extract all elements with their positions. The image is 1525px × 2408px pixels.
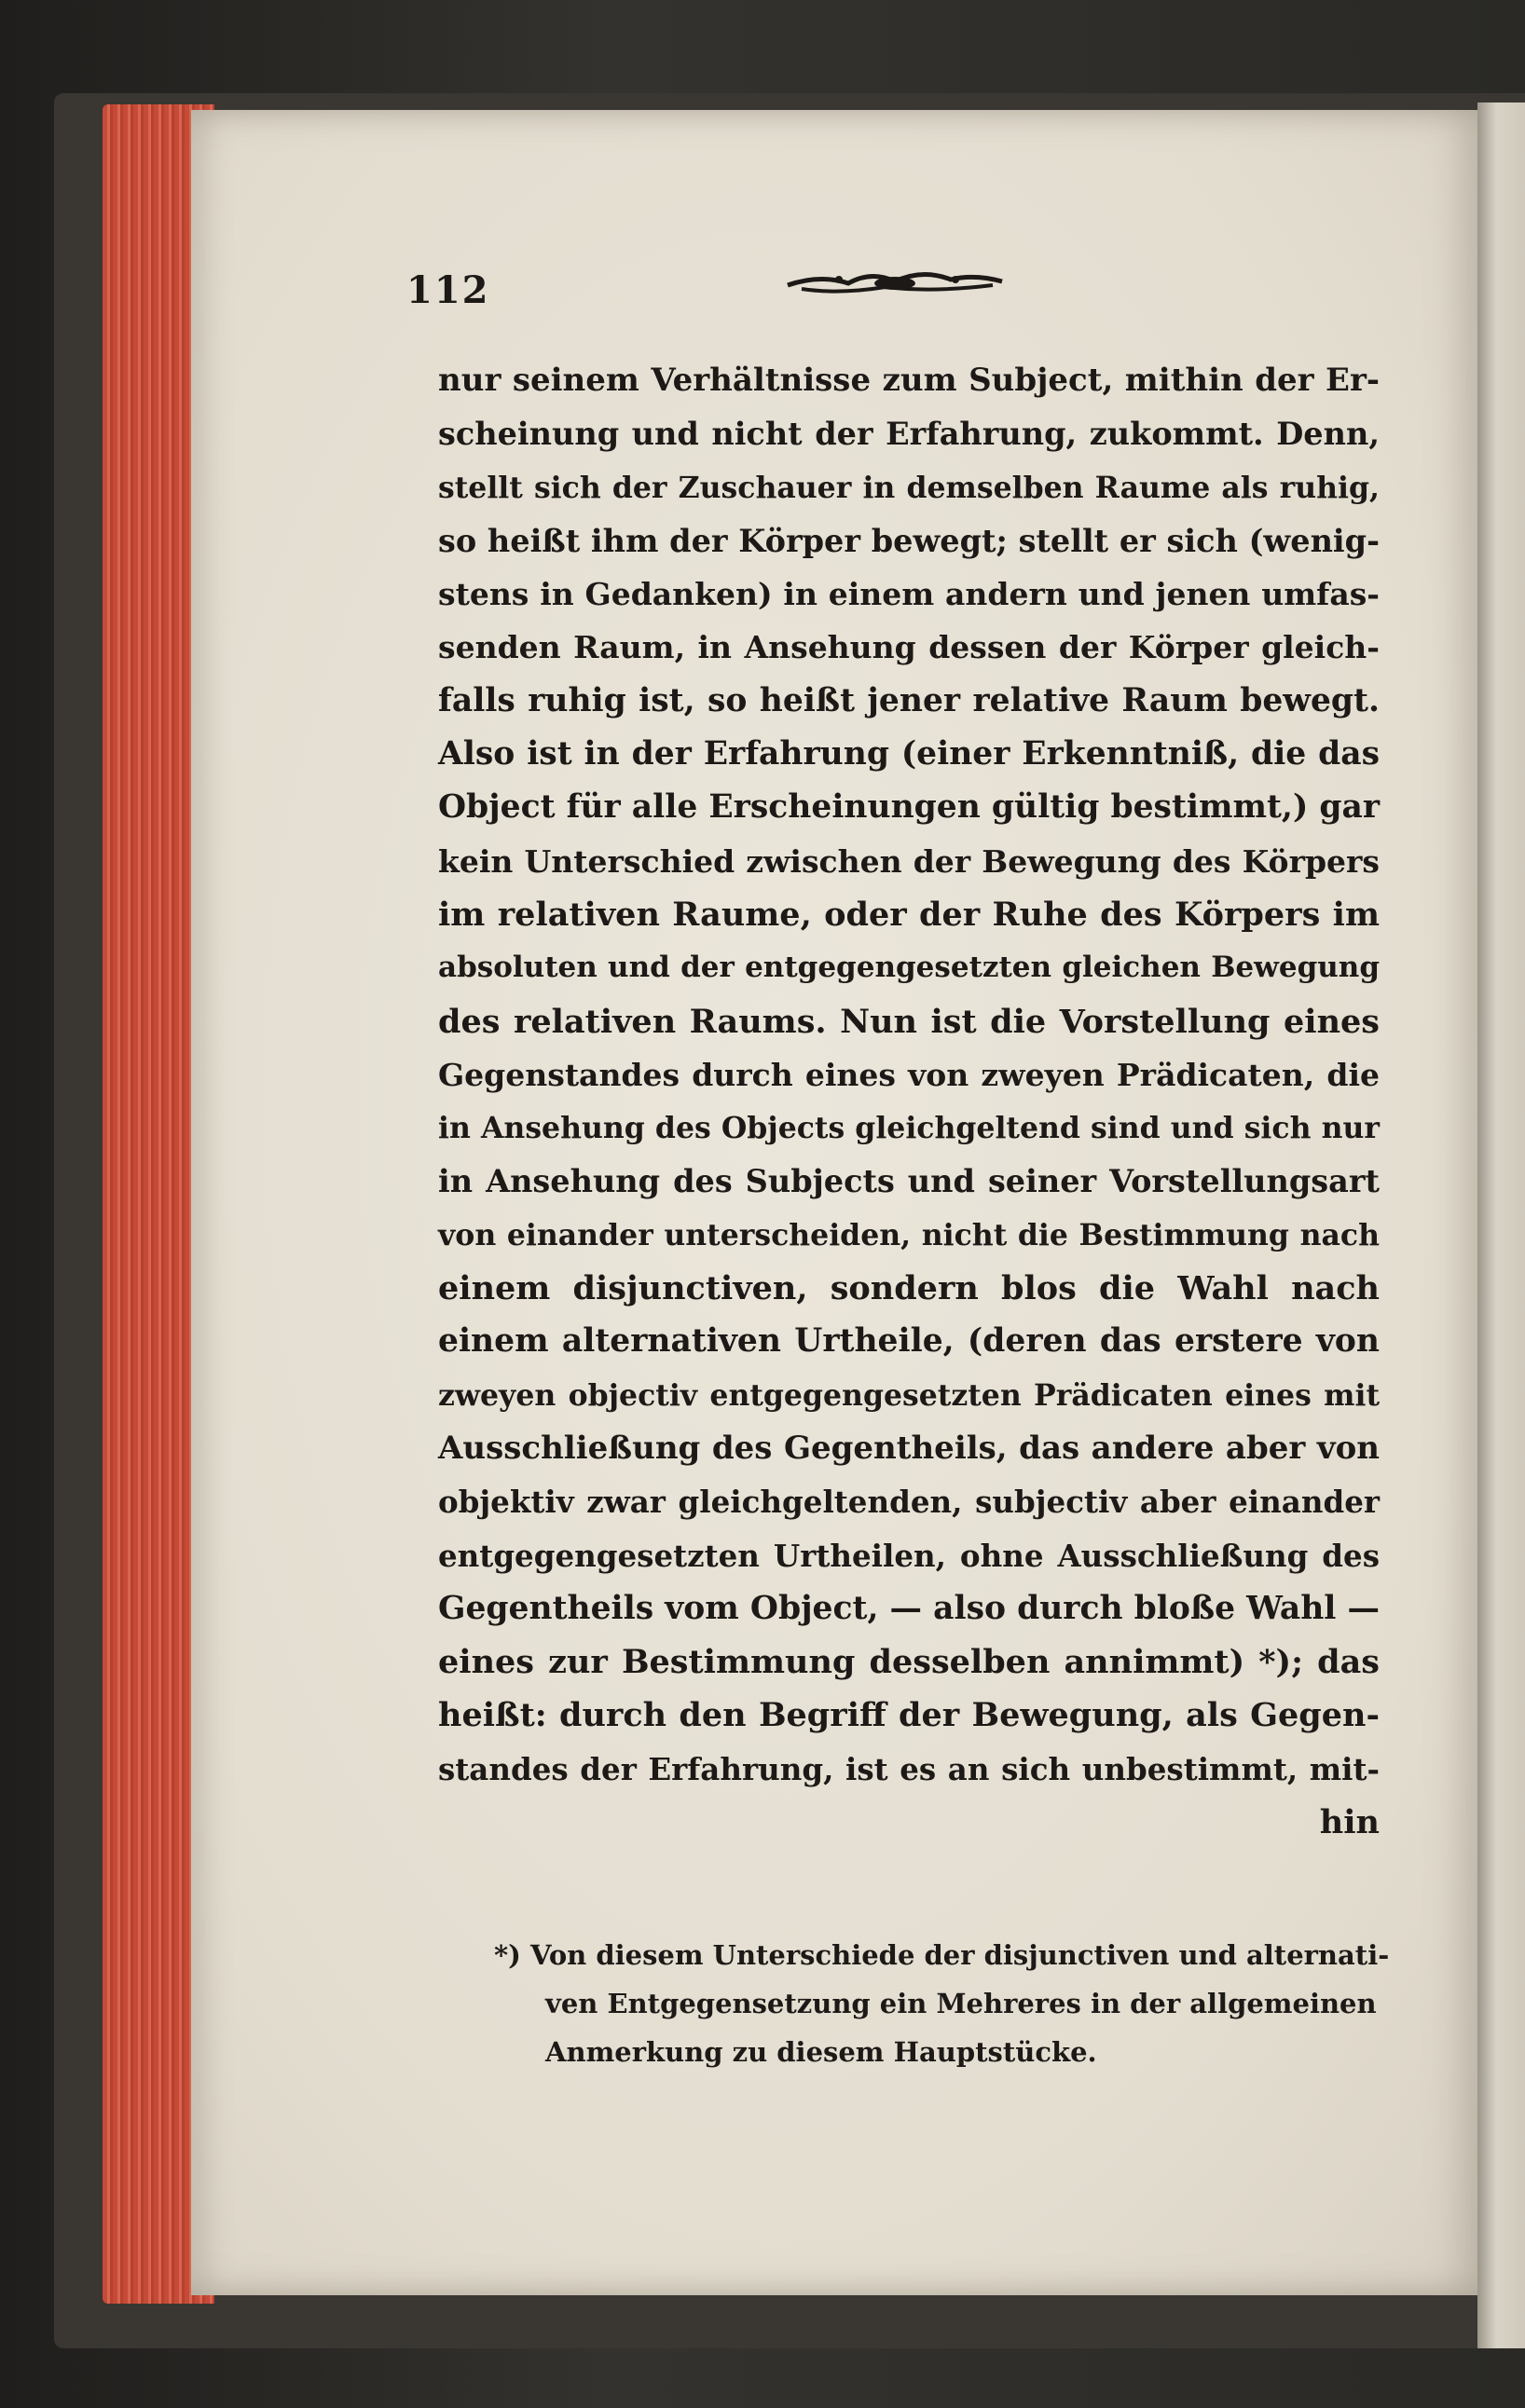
- main-text: [438, 354, 1380, 1849]
- text-line: des relativen Raums. Nun ist die Vorstellung eines: [438, 1002, 1380, 1041]
- text-line: in Ansehung des Subjects und seiner Vorstellungsart: [438, 1163, 1380, 1200]
- text-line: so heißt ihm der Körper bewegt; stellt er sich (wenig-: [438, 522, 1380, 559]
- facing-page-edge: [1477, 103, 1525, 2348]
- text-line: Gegenstandes durch eines von zweyen Prädicaten, die: [438, 1056, 1380, 1093]
- text-line: standes der Erfahrung, ist es an sich unbestimmt, mit-: [438, 1750, 1380, 1787]
- text-line: zweyen objectiv entgegengesetzten Prädicaten eines mit: [438, 1377, 1380, 1413]
- text-line: falls ruhig ist, so heißt jener relative Raum bewegt.: [438, 681, 1380, 719]
- text-line: einem disjunctiven, sondern blos die Wahl nach: [438, 1269, 1380, 1308]
- text-line: Also ist in der Erfahrung (einer Erkenntniß, die das: [438, 735, 1380, 773]
- text-line: einem alternativen Urtheile, (deren das erstere von: [438, 1322, 1380, 1361]
- text-line: in Ansehung des Objects gleichgeltend sind und sich nur: [438, 1111, 1380, 1146]
- text-line: Ausschließung des Gegentheils, das andere aber von: [438, 1429, 1380, 1467]
- text-line: stens in Gedanken) in einem andern und jenen umfas-: [438, 576, 1380, 613]
- text-line: absoluten und der entgegengesetzten gleichen Bewegung: [438, 951, 1380, 985]
- text-line: eines zur Bestimmung desselben annimmt) *); das: [438, 1643, 1380, 1682]
- page-number: 112: [406, 268, 490, 312]
- ornament-icon: [783, 265, 1007, 302]
- text-line: kein Unterschied zwischen der Bewegung des Körpers: [438, 842, 1380, 880]
- footnote-line: Anmerkung zu diesem Hauptstücke.: [545, 2036, 1097, 2068]
- text-line: im relativen Raume, oder der Ruhe des Körpers im: [438, 895, 1380, 934]
- footnote-line: *) Von diesem Unterschiede der disjunctiven und alternati-: [494, 1939, 1390, 1971]
- text-line: senden Raum, in Ansehung dessen der Körper gleich-: [438, 629, 1380, 666]
- text-line: scheinung und nicht der Erfahrung, zukommt. Denn,: [438, 416, 1380, 453]
- catchword: hin: [1319, 1803, 1380, 1842]
- text-line: stellt sich der Zuschauer in demselben Raume als ruhig,: [438, 470, 1380, 505]
- text-line: nur seinem Verhältnisse zum Subject, mithin der Er-: [438, 362, 1380, 399]
- text-line: heißt: durch den Begriff der Bewegung, als Gegen-: [438, 1696, 1380, 1735]
- text-line: Object für alle Erscheinungen gültig bestimmt,) gar: [438, 788, 1380, 827]
- text-line: entgegengesetzten Urtheilen, ohne Ausschließung des: [438, 1537, 1380, 1574]
- text-line: Gegentheils vom Object, — also durch bloße Wahl —: [438, 1589, 1380, 1627]
- text-line: von einander unterscheiden, nicht die Bestimmung nach: [438, 1217, 1380, 1252]
- footnote-line: ven Entgegensetzung ein Mehreres in der allgemeinen: [545, 1988, 1377, 2019]
- text-line: objektiv zwar gleichgeltenden, subjectiv aber einander: [438, 1484, 1380, 1521]
- footnote: [494, 1931, 1398, 2076]
